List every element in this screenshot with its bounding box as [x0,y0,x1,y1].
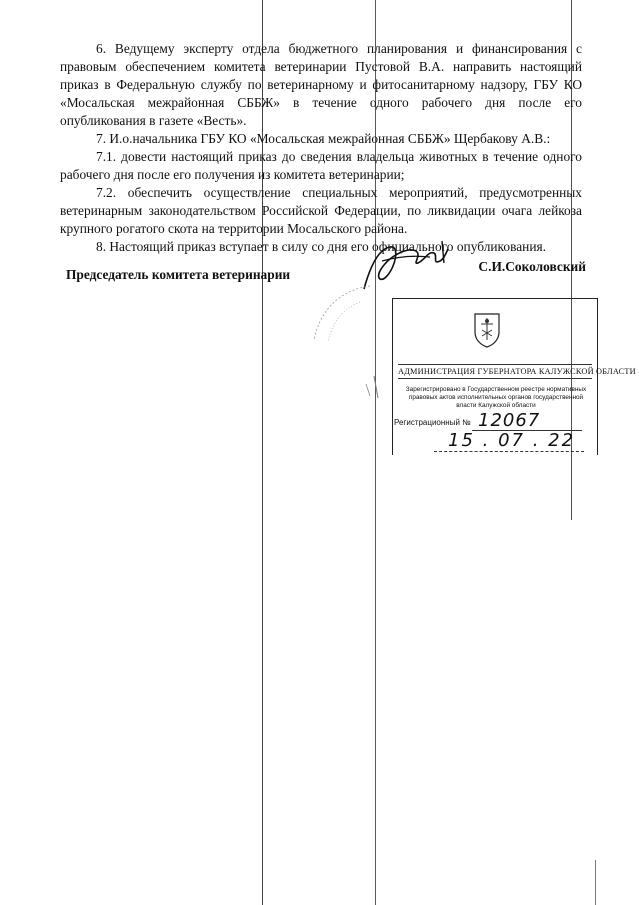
scan-artifact-line [595,860,596,905]
faint-seal-impression [300,280,390,400]
paragraph-6: 6. Ведущему эксперту отдела бюджетного планирования и финансирования с правовым обеспечением комитета ветеринарии Пустовой В.А. направить настоящий приказ в Федеральную службу по ветеринарному и фитосанитарному надзору, ГБУ КО «Мосальская межрайонная СББЖ» в течение одного рабочего дня после его опубликования в газете «Весть». [60,41,582,128]
signatory-name: С.И.Соколовский [478,259,586,274]
signatory-title: Председатель комитета ветеринарии [66,267,291,282]
order-body-text [60,40,582,256]
registration-number: 12067 [478,410,541,431]
paragraph-7: 7. И.о.начальника ГБУ КО «Мосальская межрайонная СББЖ» Щербакову А.В.: [96,131,551,146]
registration-stamp [392,298,636,458]
paragraph-8: 8. Настоящий приказ вступает в силу со дня его официального опубликования. [96,239,546,254]
registration-date: 15 . 07 . 22 [448,430,576,451]
paragraph-7-1: 7.1. довести настоящий приказ до сведения владельца животных в течение одного рабочего дня после его получения из комитета ветеринарии; [60,149,582,182]
registration-label: Регистрационный № [394,418,471,427]
stamp-header: АДМИНИСТРАЦИЯ ГУБЕРНАТОРА КАЛУЖСКОЙ ОБЛАСТИ [398,364,592,379]
paragraph-7-2: 7.2. обеспечить осуществление специальных мероприятий, предусмотренных ветеринарным законодательством Российской Федерации, по ликвидации очага лейкоза крупного рогатого скота на территории Мосальского района. [60,185,582,236]
stamp-registration-note: Зарегистрировано в Государственном реестре нормативных правовых актов исполнительных органов государственной власти Калужской области [405,386,587,409]
registration-date-underline [434,451,584,452]
coat-of-arms-icon [472,310,502,348]
